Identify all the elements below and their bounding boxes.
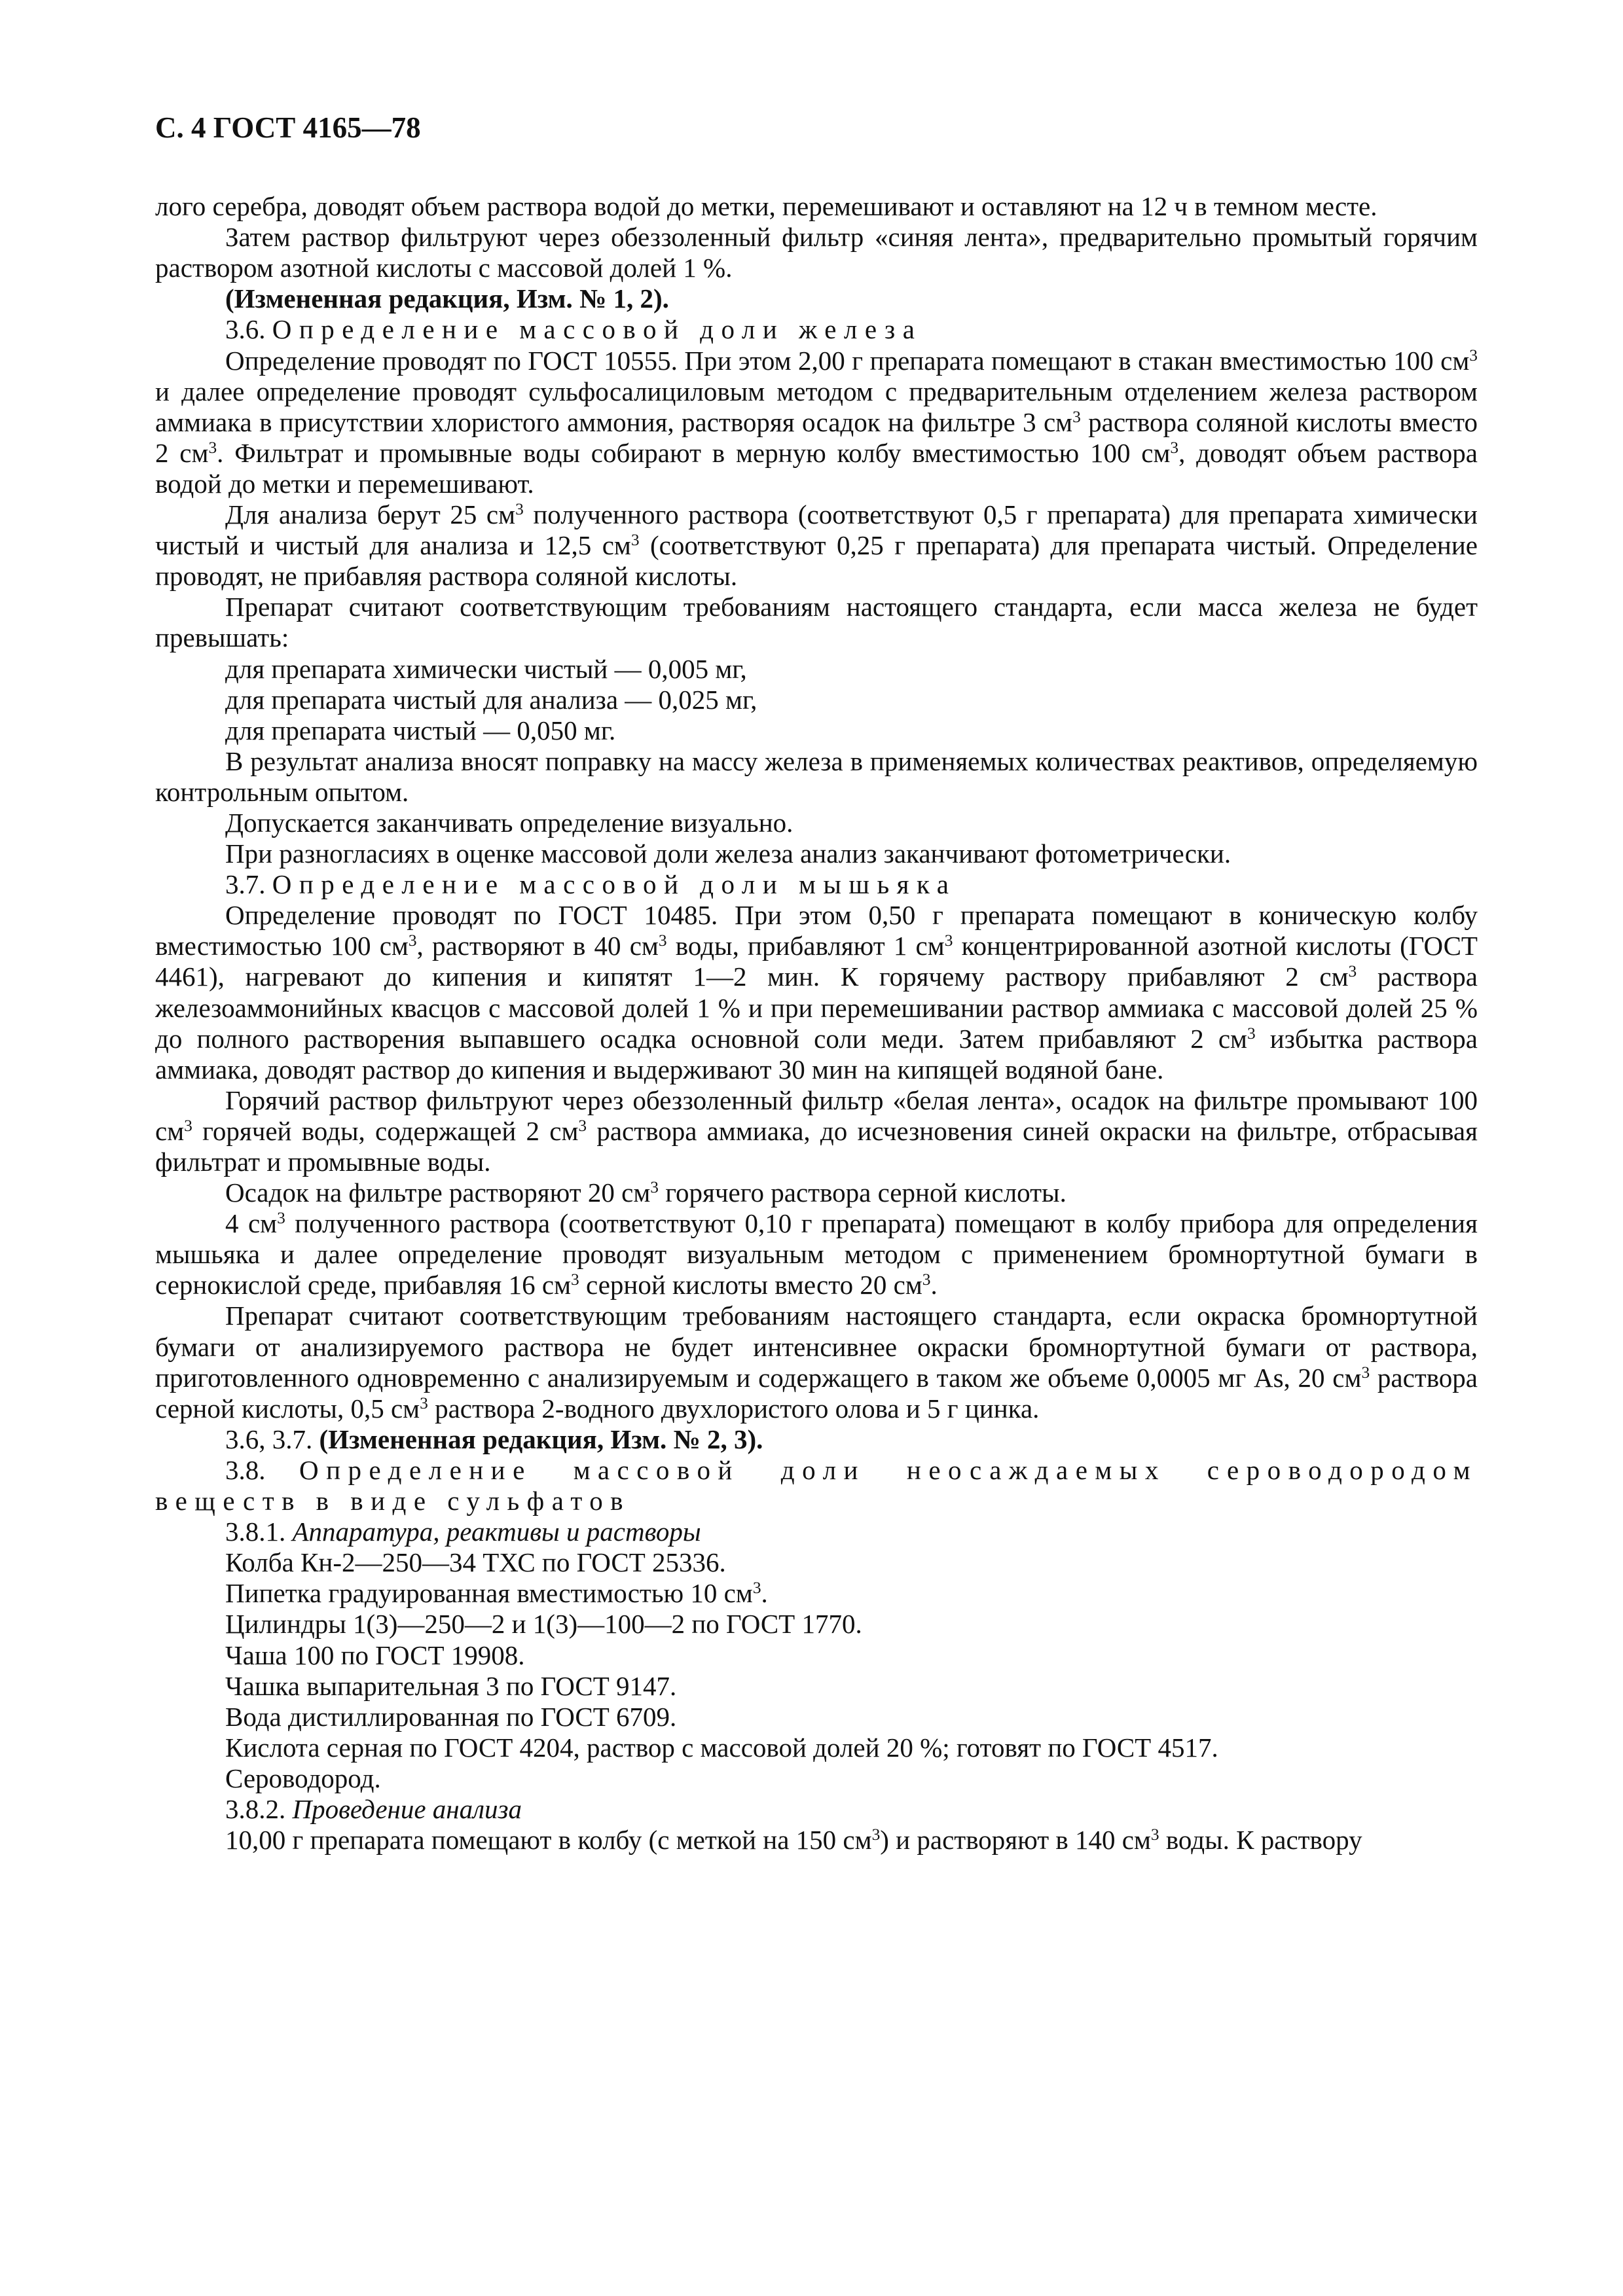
page-header: С. 4 ГОСТ 4165—78 [155, 111, 421, 144]
list-item: Колба Кн-2—250—34 ТХС по ГОСТ 25336. [225, 1547, 726, 1578]
list-item: Пипетка градуированная вместимостью 10 $см^3$. [225, 1578, 768, 1609]
subsection-heading-3-8-2: 3.8.2. Проведение анализа [225, 1793, 522, 1824]
list-item: для препарата чистый для анализа — 0,025 мг, [225, 684, 757, 715]
list-item: Вода дистиллированная по ГОСТ 6709. [225, 1701, 677, 1732]
list-item: Кислота серная по ГОСТ 4204, раствор с массовой долей 20 %; готовят по ГОСТ 4517. [225, 1732, 1218, 1763]
document-page [155, 113, 1478, 1856]
section-heading-3-6: 3.6. Определение массовой доли железа [225, 314, 922, 345]
list-item: для препарата чистый — 0,050 мг. [225, 715, 616, 745]
paragraph: 4 $см^3$ полученного раствора (соответствуют 0,10 г препарата) помещают в колбу прибора для определения мышьяка и далее определение проводят визуальным методом с применением бромнортутной бумаги в сернокислой среде, прибавляя 16 $см^3$ серной кислоты вместо 20 $см^3$. [155, 1208, 1478, 1300]
paragraph: Затем раствор фильтруют через обеззоленный фильтр «синяя лента», предварительно промытый горячим раствором азотной кислоты с массовой долей 1 %. [155, 222, 1478, 283]
list-item: Чашка выпарительная 3 по ГОСТ 9147. [225, 1670, 677, 1701]
paragraph: Осадок на фильтре растворяют 20 $см^3$ горячего раствора серной кислоты. [225, 1177, 1067, 1208]
section-heading-3-8: 3.8. Определение массовой доли неосаждаемых сероводородом веществ в виде сульфатов [155, 1454, 1478, 1516]
paragraph: Препарат считают соответствующим требованиям настоящего стандарта, если окраска бромнортутной бумаги от анализируемого раствора не будет интенсивнее окраски бромнортутной бумаги от раствора, приготовленного одновременно с анализируемым и содержащего в таком же объеме 0,0005 мг As, 20 $см^3$ раствора серной кислоты, 0,5 $см^3$ раствора 2-водного двухлористого олова и 5 г цинка. [155, 1300, 1478, 1424]
list-item: Цилиндры 1(3)—250—2 и 1(3)—100—2 по ГОСТ 1770. [225, 1609, 862, 1640]
list-item: Чаша 100 по ГОСТ 19908. [225, 1640, 525, 1670]
list-item: Сероводород. [225, 1763, 381, 1793]
paragraph: Определение проводят по ГОСТ 10555. При этом 2,00 г препарата помещают в стакан вместимостью 100 $см^3$ и далее определение проводят сульфосалициловым методом с предварительным отделением железа раствором аммиака в присутствии хлористого аммония, растворяя осадок на фильтре 3 $см^3$ раствора соляной кислоты вместо 2 $см^3$. Фильтрат и промывные воды собирают в мерную колбу вместимостью 100 $см^3$, доводят объем раствора водой до метки и перемешивают. [155, 345, 1478, 499]
paragraph: При разногласиях в оценке массовой доли железа анализ заканчивают фотометрически. [225, 838, 1231, 869]
subsection-heading-3-8-1: 3.8.1. Аппаратура, реактивы и растворы [225, 1516, 701, 1547]
amendment-note: (Измененная редакция, Изм. № 1, 2). [225, 283, 669, 314]
amendment-note: 3.6, 3.7. (Измененная редакция, Изм. № 2, 3). [225, 1424, 763, 1454]
paragraph: Препарат считают соответствующим требованиям настоящего стандарта, если масса железа не будет превышать: [155, 592, 1478, 653]
paragraph: В результат анализа вносят поправку на массу железа в применяемых количествах реактивов, определяемую контрольным опытом. [155, 745, 1478, 807]
paragraph: лого серебра, доводят объем раствора водой до метки, перемешивают и оставляют на 12 ч в темном месте. [155, 191, 1377, 222]
paragraph: Допускается заканчивать определение визуально. [225, 807, 793, 838]
paragraph: 10,00 г препарата помещают в колбу (с меткой на 150 $см^3$) и растворяют в 140 $см^3$ воды. К раствору [225, 1825, 1362, 1856]
section-heading-3-7: 3.7. Определение массовой доли мышьяка [225, 869, 957, 900]
paragraph: Для анализа берут 25 $см^3$ полученного раствора (соответствуют 0,5 г препарата) для препарата химически чистый и чистый для анализа и 12,5 $см^3$ (соответствуют 0,25 г препарата) для препарата чистый. Определение проводят, не прибавляя раствора соляной кислоты. [155, 499, 1478, 592]
paragraph: Определение проводят по ГОСТ 10485. При этом 0,50 г препарата помещают в коническую колбу вместимостью 100 $см^3$, растворяют в 40 $см^3$ воды, прибавляют 1 $см^3$ концентрированной азотной кислоты (ГОСТ 4461), нагревают до кипения и кипятят 1—2 мин. К горячему раствору прибавляют 2 $см^3$ раствора железоаммонийных квасцов с массовой долей 1 % и при перемешивании раствор аммиака с массовой долей 25 % до полного растворения выпавшего осадка основной соли меди. Затем прибавляют 2 $см^3$ избытка раствора аммиака, доводят раствор до кипения и выдерживают 30 мин на кипящей водяной бане. [155, 900, 1478, 1085]
list-item: для препарата химически чистый — 0,005 мг, [225, 653, 747, 684]
paragraph: Горячий раствор фильтруют через обеззоленный фильтр «белая лента», осадок на фильтре промывают 100 $см^3$ горячей воды, содержащей 2 $см^3$ раствора аммиака, до исчезновения синей окраски на фильтре, отбрасывая фильтрат и промывные воды. [155, 1085, 1478, 1177]
